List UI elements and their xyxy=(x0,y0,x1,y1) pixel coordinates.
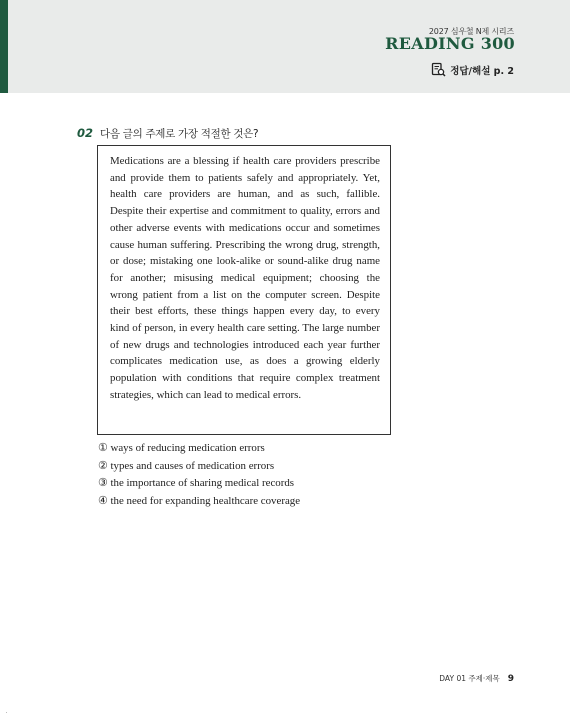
brand-title: READING 300 xyxy=(385,34,515,53)
page-number: 9 xyxy=(507,674,514,684)
option-2[interactable]: ② types and causes of medication errors xyxy=(98,459,275,472)
option-1[interactable]: ① ways of reducing medication errors xyxy=(98,442,265,454)
question-prompt: 다음 글의 주제로 가장 적절한 것은? xyxy=(100,128,259,140)
page-footer xyxy=(439,673,514,684)
answer-reference-text: 정답/해설 p. 2 xyxy=(450,65,514,77)
accent-stripe xyxy=(0,0,8,93)
option-3[interactable]: ③ the importance of sharing medical records xyxy=(98,477,295,490)
series-label: 2027 심우철 N제 시리즈 xyxy=(428,27,514,36)
passage-box xyxy=(97,145,391,435)
answer-book-search-icon xyxy=(431,62,446,77)
question-header xyxy=(77,126,258,141)
corner-mark xyxy=(6,712,7,713)
option-4[interactable]: ④ the need for expanding healthcare coverage xyxy=(98,495,301,508)
passage-text: Medications are a blessing if health care providers prescribe and provide them to patients safely and appropriately. Yet, health care providers are human, and as such, fallible. Despite their expertise and commitment to quality, errors and other adverse events with medications occur and sometimes cause human suffering. Prescribing the wrong drug, strength, or dose; mistaking one look-alike or sound-alike drug name for another; misusing medical equipment; choosing the wrong patient from a list on the computer screen. Despite their best efforts, these things happen every day, to every kind of person, in every health care setting. The large number of new drugs and technologies introduced each year further complicates medication use, as does a growing elderly population with conditions that require complex treatment strategies, which can lead to medical errors. xyxy=(110,155,380,401)
answer-options xyxy=(98,440,300,511)
answer-reference xyxy=(431,62,514,77)
question-number: 02 xyxy=(77,126,94,140)
footer-day-label: DAY 01 주제·제목 xyxy=(439,674,500,683)
